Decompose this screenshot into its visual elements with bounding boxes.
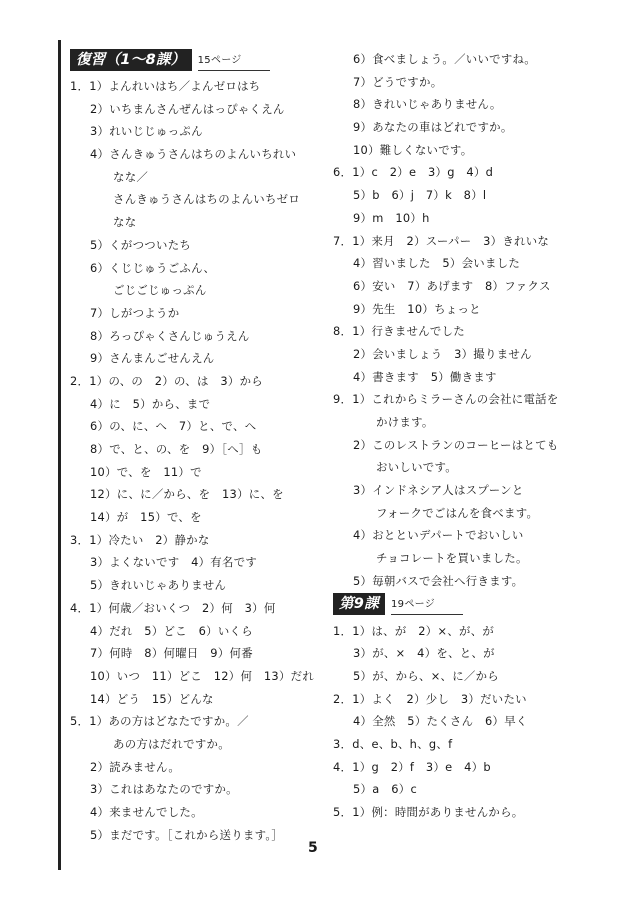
answer-column-left (70, 48, 320, 846)
answer-line: あの方はだれですか。 (113, 736, 230, 751)
answer-line: 7）どうですか。 (353, 74, 443, 89)
answer-line: さんきゅうさんはちのよんいちゼロ (113, 192, 301, 207)
answer-line: 1．1）よんれいはち／よんゼロはち (70, 79, 261, 93)
section-page-ref: 15ページ (198, 54, 270, 71)
left-margin-rule (58, 40, 61, 870)
answer-line: なな (113, 215, 137, 230)
answer-line: 3）よくないです 4）有名です (90, 555, 258, 570)
answer-line: 3）が、× 4）を、と、が (353, 646, 495, 661)
answer-line: 9）m 10）h (353, 210, 430, 225)
answer-line: 4）全然 5）たくさん 6）早く (353, 714, 528, 729)
answer-line: 2）会いましょう 3）撮りません (353, 346, 532, 361)
answer-line: 5）くがつついたち (90, 237, 192, 252)
answer-line: 8）で、と、の、を 9）［へ］も (90, 442, 263, 456)
answer-line: 4）習いました 5）会いました (353, 256, 521, 271)
answer-line: 4）に 5）から、まで (90, 396, 211, 411)
answer-line: 9）あなたの車はどれですか。 (353, 120, 513, 135)
answer-line: 7）しがつようか (90, 305, 180, 320)
answer-line: 7．1）来月 2）スーパー 3）きれいな (333, 233, 550, 248)
answer-line: 2）いちまんさんぜんはっぴゃくえん (90, 101, 285, 116)
answer-line: 2．1）の、の 2）の、は 3）から (70, 373, 263, 388)
section-page-ref: 19ページ (391, 598, 463, 615)
section-header (333, 593, 593, 617)
answer-line: 9）先生 10）ちょっと (353, 301, 481, 316)
answer-line: 3．d、e、b、h、g、f (333, 736, 453, 751)
answer-line: 4）書きます 5）働きます (353, 369, 497, 384)
answer-line: 5）毎朝バスで会社へ行きます。 (353, 573, 524, 588)
answer-line: 3）これはあなたのですか。 (90, 782, 238, 797)
answer-line: 5）が、から、×、に／から (353, 668, 499, 683)
answer-line: 4）さんきゅうさんはちのよんいちれい (90, 147, 297, 162)
answer-line: 10）いつ 11）どこ 12）何 13）だれ (90, 668, 315, 683)
answer-line: 8）きれいじゃありません。 (353, 97, 502, 112)
answer-line: 5）a 6）c (353, 782, 418, 797)
answer-line: 3）れいじじゅっぷん (90, 124, 203, 139)
answer-line: 4）おとといデパートでおいしい (353, 528, 524, 543)
answer-line: フォークでごはんを食べます。 (376, 505, 539, 520)
answer-line: 14）が 15）で、を (90, 510, 202, 525)
answer-line: 9．1）これからミラーさんの会社に電話を (333, 392, 559, 407)
answer-line: 2．1）よく 2）少し 3）だいたい (333, 691, 527, 706)
answer-column-right (333, 48, 593, 824)
answer-line: 2）読みません。 (90, 759, 181, 774)
answer-line: 12）に、に／から、を 13）に、を (90, 487, 284, 502)
section-header (70, 48, 320, 72)
page-number: 5 (308, 840, 318, 856)
answer-line: 2）このレストランのコーヒーはとても (353, 437, 559, 452)
answer-line: なな／ (113, 169, 149, 184)
answer-line: 6．1）c 2）e 3）g 4）d (333, 165, 494, 180)
answer-line: 3）インドネシア人はスプーンと (353, 483, 524, 498)
answer-line: ごじごじゅっぷん (113, 283, 207, 298)
answer-line: 6）食べましょう。／いいですね。 (353, 52, 536, 66)
answer-line: おいしいです。 (376, 460, 457, 475)
section-title: 復習（1〜8課） (70, 49, 192, 71)
answer-line: 6）の、に、へ 7）と、で、へ (90, 419, 257, 434)
answer-line: 7）何時 8）何曜日 9）何番 (90, 646, 253, 661)
answer-line: チョコレートを買いました。 (376, 551, 528, 566)
answer-line: 6）安い 7）あげます 8）ファクス (353, 278, 551, 293)
section-title: 第9課 (333, 593, 385, 615)
answer-line: 5）きれいじゃありません (90, 578, 227, 593)
answer-line: 5）まだです。［これから送ります。］ (90, 827, 284, 842)
answer-line: 9）さんまんごせんえん (90, 351, 215, 366)
answer-line: 5．1）例：時間がありませんから。 (333, 805, 524, 819)
answer-line: 3．1）冷たい 2）静かな (70, 532, 210, 547)
answer-line: 5）b 6）j 7）k 8）l (353, 188, 487, 203)
answer-line: かけます。 (376, 415, 434, 429)
answer-line: 4）だれ 5）どこ 6）いくら (90, 623, 253, 638)
answer-line: 1．1）は、が 2）×、が、が (333, 623, 495, 638)
answer-line: 4．1）何歳／おいくつ 2）何 3）何 (70, 600, 276, 615)
answer-line: 8．1）行きませんでした (333, 324, 466, 339)
answer-line: 8）ろっぴゃくさんじゅうえん (90, 328, 250, 343)
answer-line: 10）で、を 11）で (90, 464, 202, 479)
answer-line: 10）難しくないです。 (353, 142, 473, 157)
answer-line: 5．1）あの方はどなたですか。／ (70, 714, 249, 729)
answer-line: 14）どう 15）どんな (90, 691, 214, 706)
answer-line: 4）来ませんでした。 (90, 805, 203, 819)
answer-line: 6）くじじゅうごふん、 (90, 260, 216, 275)
answer-line: 4．1）g 2）f 3）e 4）b (333, 759, 491, 774)
